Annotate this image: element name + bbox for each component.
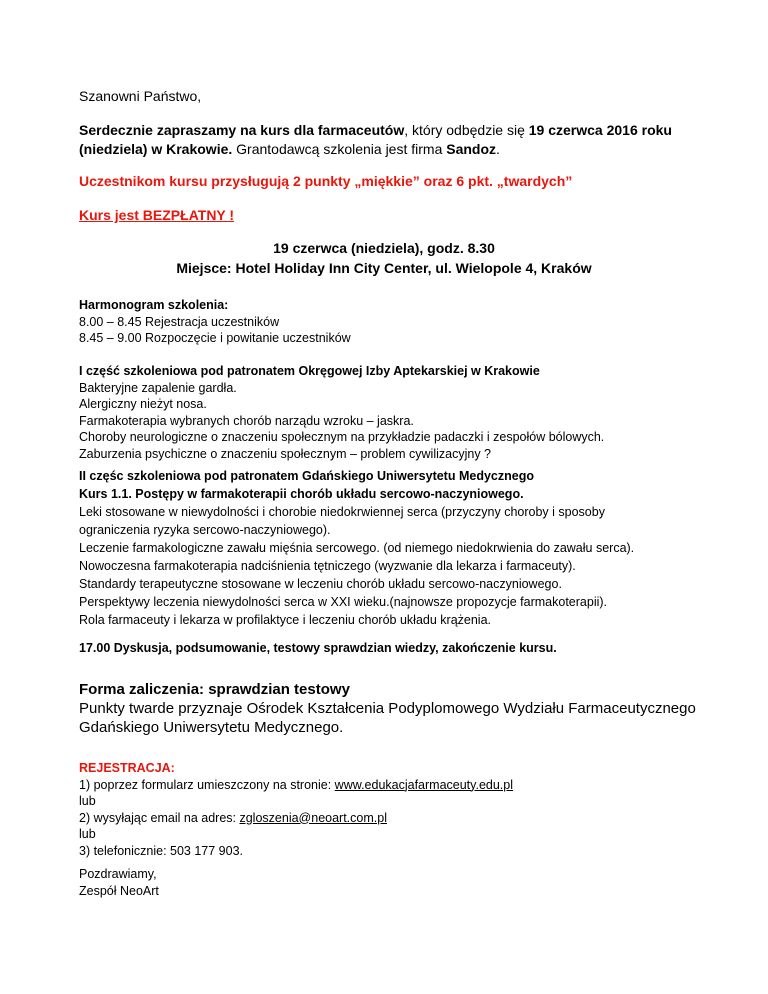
registration-option-2-text: 2) wysyłając email na adres:: [79, 810, 240, 825]
greeting: Szanowni Państwo,: [79, 88, 202, 104]
part2-subtitle: Kurs 1.1. Postępy w farmakoterapii chorób układu sercowo-naczyniowego.: [79, 487, 524, 501]
invite-course: Serdecznie zapraszamy na kurs dla farmaceutów: [79, 122, 405, 138]
free-notice: Kurs jest BEZPŁATNY !: [79, 207, 235, 223]
part1-item: Zaburzenia psychiczne o znaczeniu społecznym – problem cywilizacyjny ?: [79, 446, 491, 461]
part2-item: ograniczenia ryzyka sercowo-naczyniowego).: [79, 523, 331, 537]
part2-section: [79, 467, 634, 629]
part1-item: Choroby neurologiczne o znaczeniu społecznym na przykładzie padaczki i zespołów bólowych.: [79, 430, 605, 444]
signature: [79, 866, 159, 899]
registration-option-3: 3) telefonicznie: 503 177 903.: [79, 843, 244, 858]
invite-text-3: .: [496, 141, 500, 157]
part2-item: Rola farmaceuty i lekarza w profilaktyce i leczeniu chorób układu krążenia.: [79, 613, 491, 627]
part2-item: Leki stosowane w niewydolności i chorobie niedokrwiennej serca (przyczyny choroby i sposoby: [79, 505, 605, 519]
closing-line: 17.00 Dyskusja, podsumowanie, testowy sprawdzian wiedzy, zakończenie kursu.: [79, 641, 557, 655]
part2-item: Nowoczesna farmakoterapia nadciśnienia tętniczego (wyzwanie dla lekarza i farmaceuty).: [79, 559, 576, 573]
schedule-title: Harmonogram szkolenia:: [79, 298, 229, 312]
invitation-paragraph: [79, 121, 699, 159]
website-link[interactable]: www.edukacjafarmaceuty.edu.pl: [334, 777, 514, 792]
part2-item: Leczenie farmakologiczne zawału mięśnia sercowego. (od niemego niedokrwienia do zawału serca).: [79, 541, 635, 555]
assessment-section: [79, 680, 699, 737]
schedule-item: 8.45 – 9.00 Rozpoczęcie i powitanie uczestników: [79, 331, 351, 345]
email-link[interactable]: zgloszenia@neoart.com.pl: [239, 810, 387, 825]
schedule-section: [79, 297, 351, 347]
points-notice: Uczestnikom kursu przysługują 2 punkty „miękkie” oraz 6 pkt. „twardych”: [79, 173, 573, 189]
registration-title: REJESTRACJA:: [79, 761, 175, 775]
registration-option-1-text: 1) poprzez formularz umieszczony na stronie:: [79, 777, 335, 792]
part2-item: Perspektywy leczenia niewydolności serca w XXI wieku.(najnowsze propozycje farmakoterapii).: [79, 595, 608, 609]
event-place: Miejsce: Hotel Holiday Inn City Center, ul. Wielopole 4, Kraków: [176, 260, 592, 276]
invite-date: 19 czerwca 2016 roku (niedziela) w Krakowie.: [79, 122, 672, 157]
signature-greeting: Pozdrawiamy,: [79, 867, 157, 881]
part2-item: Standardy terapeutyczne stosowane w leczeniu chorób układu sercowo-naczyniowego.: [79, 577, 562, 591]
registration-or: lub: [79, 794, 96, 808]
assessment-line: Gdańskiego Uniwersytetu Medycznego.: [79, 719, 344, 736]
signature-name: Zespół NeoArt: [79, 883, 159, 898]
registration-section: [79, 760, 513, 859]
invite-text-2: Grantodawcą szkolenia jest firma: [232, 141, 447, 157]
part1-item: Alergiczny nieżyt nosa.: [79, 397, 207, 411]
assessment-title: Forma zaliczenia: sprawdzian testowy: [79, 681, 350, 698]
registration-option-1: [79, 777, 513, 794]
event-details: [79, 238, 689, 278]
registration-option-2: [79, 810, 513, 827]
invite-sponsor: Sandoz: [446, 141, 497, 157]
event-date: 19 czerwca (niedziela), godz. 8.30: [273, 240, 495, 256]
assessment-line: Punkty twarde przyznaje Ośrodek Kształcenia Podyplomowego Wydziału Farmaceutycznego: [79, 700, 696, 717]
part1-item: Farmakoterapia wybranych chorób narządu wzroku – jaskra.: [79, 413, 414, 428]
part1-section: [79, 363, 604, 462]
schedule-item: 8.00 – 8.45 Rejestracja uczestników: [79, 314, 280, 329]
invite-text-1: , który odbędzie się: [404, 122, 529, 138]
part2-title: II częśc szkoleniowa pod patronatem Gdańskiego Uniwersytetu Medycznego: [79, 469, 534, 483]
part1-item: Bakteryjne zapalenie gardła.: [79, 380, 237, 395]
part1-title: I część szkoleniowa pod patronatem Okręgowej Izby Aptekarskiej w Krakowie: [79, 364, 540, 378]
registration-or: lub: [79, 827, 96, 841]
